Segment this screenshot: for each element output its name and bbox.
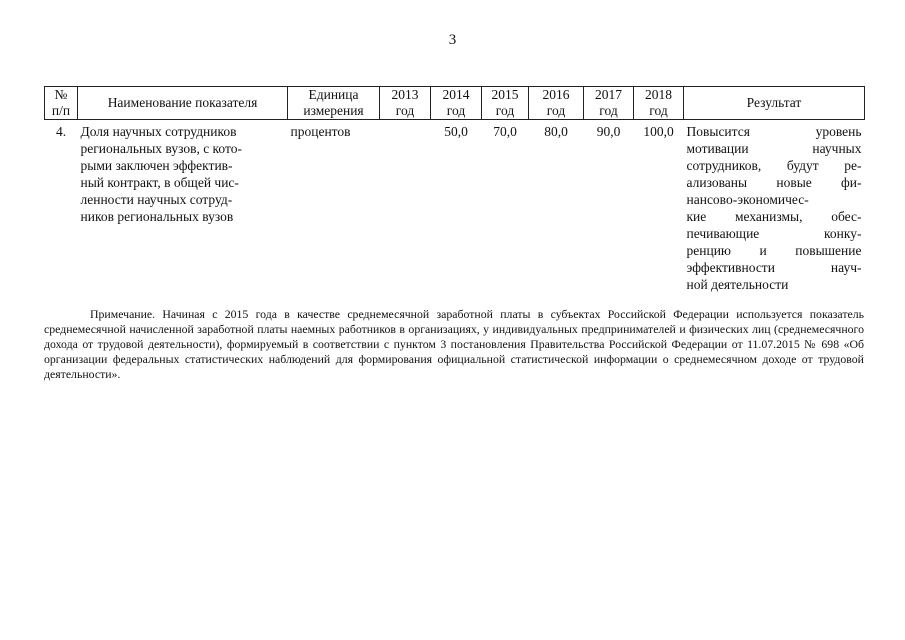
header-year-2018: 2018 год: [634, 87, 684, 120]
header-year-2013: 2013 год: [380, 87, 431, 120]
header-year-2015: 2015 год: [482, 87, 529, 120]
header-name: Наименование показателя: [78, 87, 288, 120]
row-value-2015: 70,0: [493, 124, 517, 139]
indicator-table: [44, 86, 865, 293]
row-result: Повысится уровень мотивации научных сотрудников, будут ре- ализованы новые фи- нансово-экономичес- кие механизмы, обес- печивающие конку- ренцию и повышение эффективности науч- ной деятельности: [686, 124, 862, 292]
header-num: № п/п: [45, 87, 78, 120]
row-value-2016: 80,0: [544, 124, 568, 139]
header-year-2014: 2014 год: [431, 87, 482, 120]
header-year-2017: 2017 год: [584, 87, 634, 120]
header-year-2016: 2016 год: [529, 87, 584, 120]
footnote-note: Примечание. Начиная с 2015 года в качестве среднемесячной заработной платы в субъектах Российской Федерации используется показатель среднемесячной начисленной заработной платы наемных работников в организациях, у индивидуальных предпринимателей и физических лиц (среднемесячного дохода от трудовой деятельности), формируемый в соответствии с пунктом 3 постановления Правительства Российской Федерации от 11.07.2015 № 698 «Об организации федеральных статистических наблюдений для формирования официальной статистической информации о среднемесячном доходе от трудовой деятельности».: [44, 307, 864, 381]
table-row: [45, 120, 865, 294]
row-num: 4.: [55, 124, 67, 139]
page-number: 3: [448, 32, 457, 48]
row-value-2013: [380, 120, 431, 294]
header-result: Результат: [684, 87, 865, 120]
table-header: [45, 87, 865, 120]
row-unit: процентов: [290, 124, 351, 139]
row-value-2017: 90,0: [596, 124, 621, 139]
row-indicator-name: Доля научных сотрудников региональных вузов, с кото- рыми заключен эффектив- ный контракт, в общей чис- ленности научных сотруд- ников региональных вузов: [80, 124, 242, 224]
row-value-2018: 100,0: [643, 124, 674, 139]
header-unit: Единица измерения: [288, 87, 380, 120]
row-value-2014: 50,0: [444, 124, 468, 139]
